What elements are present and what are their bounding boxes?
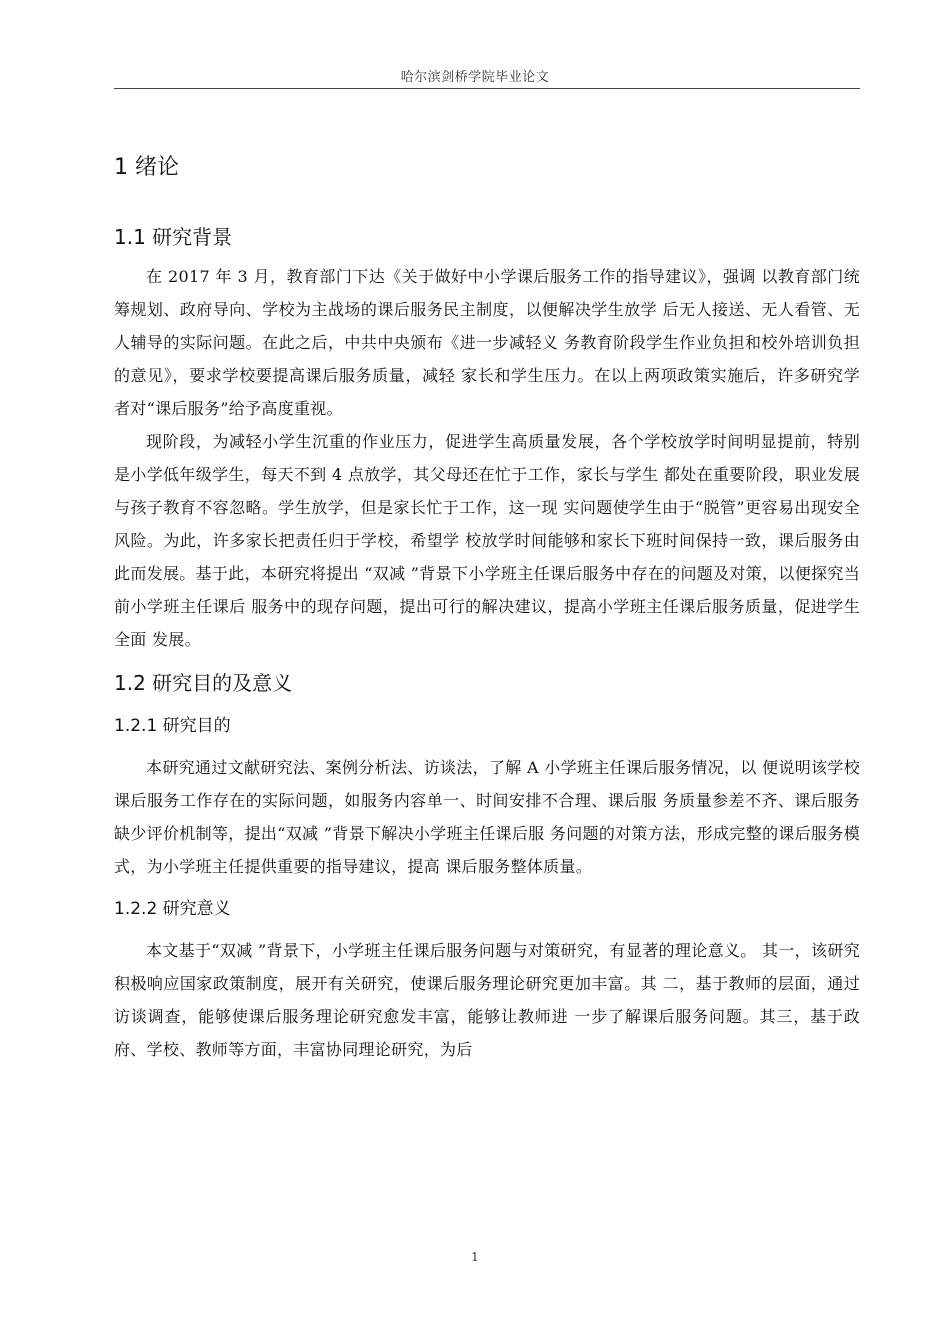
chapter-title: 1 绪论	[114, 155, 179, 180]
background-paragraph-2: 现阶段，为减轻小学生沉重的作业压力，促进学生高质量发展，各个学校放学时间明显提前，特别是小学低年级学生，每天不到 4 点放学，其父母还在忙于工作，家长与学生 都处在重要阶段，职业发展与孩子教育不容忽略。学生放学，但是家长忙于工作，这一现 实问题使学生由于“脱管”更容易出现安全风险。为此，许多家长把责任归于学校，希望学 校放学时间能够和家长下班时间保持一致，课后服务由此而发展。基于此，本研究将提出 “双减 ”背景下小学班主任课后服务中存在的问题及对策，以便探究当前小学班主任课后 服务中的现存问题，提出可行的解决建议，提高小学班主任课后服务质量，促进学生全面 发展。	[114, 432, 860, 649]
background-paragraph-1: 在 2017 年 3 月，教育部门下达《关于做好中小学课后服务工作的指导建议》，强调 以教育部门统筹规划、政府导向、学校为主战场的课后服务民主制度，以便解决学生放学 后无人接送、无人看管、无人辅导的实际问题。在此之后，中共中央颁布《进一步减轻义 务教育阶段学生作业负担和校外培训负担的意见》，要求学校要提高课后服务质量，减轻 家长和学生压力。在以上两项政策实施后，许多研究学者对“课后服务”给予高度重视。	[114, 267, 860, 418]
section-title-1-1: 1.1 研究背景	[114, 225, 233, 249]
subsection-title-1-2-2: 1.2.2 研究意义	[114, 899, 231, 919]
header-divider	[114, 88, 860, 89]
significance-paragraph: 本文基于“双减 ”背景下，小学班主任课后服务问题与对策研究，有显著的理论意义。 其一，该研究积极响应国家政策制度，展开有关研究，使课后服务理论研究更加丰富。其 二，基于教师的层面，通过访谈调查，能够使课后服务理论研究愈发丰富，能够让教师进 一步了解课后服务问题。其三，基于政府、学校、教师等方面，丰富协同理论研究，为后	[114, 941, 860, 1059]
page-number: 1	[471, 1250, 479, 1264]
page-body	[114, 140, 860, 1066]
purpose-paragraph: 本研究通过文献研究法、案例分析法、访谈法，了解 A 小学班主任课后服务情况，以 便说明该学校课后服务工作存在的实际问题，如服务内容单一、时间安排不合理、课后服 务质量参差不齐、课后服务缺少评价机制等，提出“双减 ”背景下解决小学班主任课后服 务问题的对策方法，形成完整的课后服务模式，为小学班主任提供重要的指导建议，提高 课后服务整体质量。	[114, 758, 860, 876]
subsection-title-1-2-1: 1.2.1 研究目的	[114, 716, 231, 736]
section-title-1-2: 1.2 研究目的及意义	[114, 671, 293, 695]
page-header-title: 哈尔滨剑桥学院毕业论文	[400, 70, 550, 85]
